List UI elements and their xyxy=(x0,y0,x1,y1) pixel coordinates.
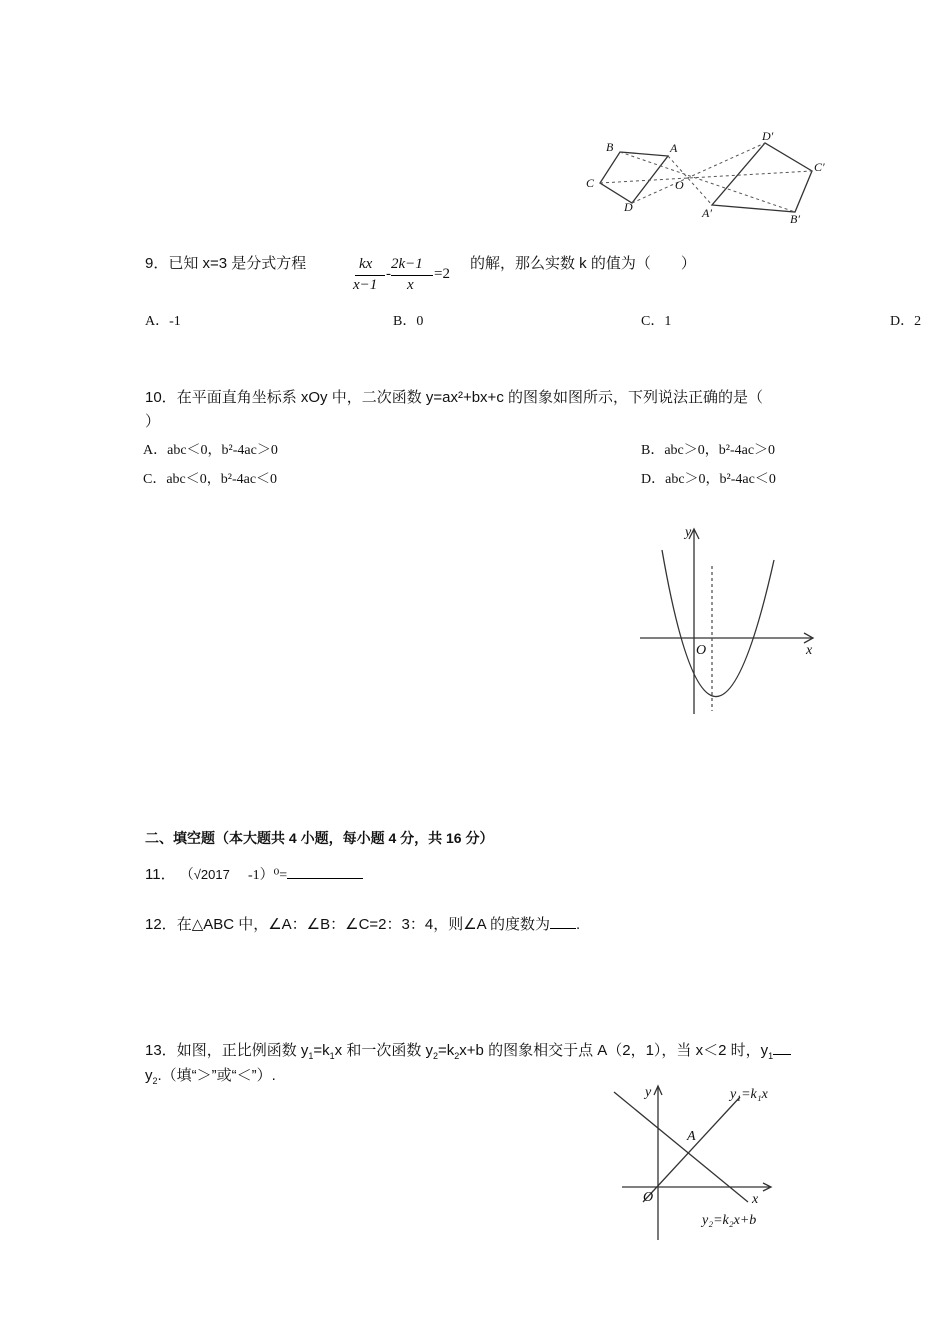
q9-frac1-den: x−1 xyxy=(353,277,378,293)
q12-number: 12． xyxy=(145,916,177,933)
q9-equation xyxy=(350,256,460,296)
line-y2-label: y₂=k₂x+b xyxy=(702,1213,757,1228)
label-b: B xyxy=(606,140,614,154)
quadrilateral-abcd xyxy=(600,152,668,203)
q12-text: 在△ABC 中，∠A：∠B：∠C=2：3：4，则∠A 的度数为 xyxy=(176,916,550,933)
q9-option-b[interactable]: B．0 xyxy=(393,314,424,329)
q9-frac2-bar xyxy=(391,275,433,276)
x-axis-label: x xyxy=(806,643,813,658)
linear-functions-graph xyxy=(610,1082,810,1244)
section-title: 二、填空题（本大题共 4 小题，每小题 4 分，共 16 分） xyxy=(145,830,494,846)
q9-minus: - xyxy=(386,266,391,282)
quadrilateral-a2b2c2d2 xyxy=(712,143,812,212)
q10-option-d[interactable]: D．abc＞0，b²-4ac＜0 xyxy=(641,472,776,487)
q9-equals: =2 xyxy=(434,266,450,282)
q13-answer-blank[interactable] xyxy=(773,1054,791,1055)
q12-answer-blank[interactable] xyxy=(550,928,576,929)
origin-label: O xyxy=(696,643,707,658)
q9-frac1-num: kx xyxy=(359,256,373,272)
q9-number: 9． xyxy=(145,255,169,272)
q10-option-b[interactable]: B．abc＞0，b²-4ac＞0 xyxy=(641,443,776,458)
sqrt-icon: √ xyxy=(193,867,201,882)
origin-label: O xyxy=(643,1190,654,1205)
label-c-prime: C′ xyxy=(814,160,825,174)
q10-option-c[interactable]: C．abc＜0，b²-4ac＜0 xyxy=(143,472,278,487)
q9-frac2-num: 2k−1 xyxy=(391,256,423,272)
label-a-prime: A′ xyxy=(702,206,712,220)
y-axis-label: y xyxy=(645,1085,652,1100)
q11-open-paren: （ xyxy=(179,868,194,883)
label-d-prime: D′ xyxy=(762,129,774,143)
q9-option-c[interactable]: C．1 xyxy=(641,314,672,329)
y-axis-label: y xyxy=(685,525,692,540)
q13-stem-line1: 13．如图，正比例函数 $y_1=k_1x$ 和一次函数 $y_2=k_2x+b$ 的图象相交于点 A（2，1），当 x＜2 时，$y_1$ xyxy=(145,1039,791,1061)
q10-text: 在平面直角坐标系 xOy 中，二次函数 y=ax²+bx+c 的图象如图所示，下列说法正确的是（ xyxy=(176,389,763,406)
q13-number: 13． xyxy=(145,1042,177,1059)
point-a-label: A xyxy=(687,1129,696,1144)
line-y1-label: y₁=k₁x xyxy=(730,1087,768,1102)
parabola-curve xyxy=(662,550,774,697)
q9-option-a[interactable]: A．-1 xyxy=(145,314,181,329)
x-axis-label: x xyxy=(752,1192,759,1207)
q11-expr-rest: -1）⁰= xyxy=(247,868,288,883)
label-d: D xyxy=(624,200,633,214)
label-c: C xyxy=(586,176,595,190)
q11-radicand: 2017 xyxy=(200,867,230,882)
rotation-figure xyxy=(580,125,840,235)
q11-stem xyxy=(145,863,363,884)
q13-stem-line2: $y_2$.（填“＞”或“＜”）. xyxy=(145,1067,276,1086)
q10-stem-line2: ） xyxy=(145,413,161,430)
q9-option-d[interactable]: D．2 xyxy=(890,314,922,329)
q11-answer-blank[interactable] xyxy=(287,878,363,879)
line-y2 xyxy=(614,1092,748,1202)
label-b-prime: B′ xyxy=(790,212,800,226)
q12-stem xyxy=(145,913,580,934)
label-o: O xyxy=(675,178,684,192)
q9-frac1-bar xyxy=(355,275,385,276)
q9-stem xyxy=(145,252,306,273)
q10-number: 10． xyxy=(145,389,177,406)
q9-frac2-den: x xyxy=(407,277,414,293)
q9-text-after: 的解，那么实数 k 的值为（ ） xyxy=(470,255,696,272)
q11-number: 11． xyxy=(145,866,176,883)
parabola-graph xyxy=(632,518,832,728)
q12-end: . xyxy=(576,916,581,933)
q10-option-a[interactable]: A．abc＜0，b²-4ac＞0 xyxy=(143,443,278,458)
q10-stem-line1 xyxy=(145,386,763,407)
label-a: A xyxy=(670,141,678,155)
q9-text-before: 已知 x=3 是分式方程 xyxy=(168,255,307,272)
